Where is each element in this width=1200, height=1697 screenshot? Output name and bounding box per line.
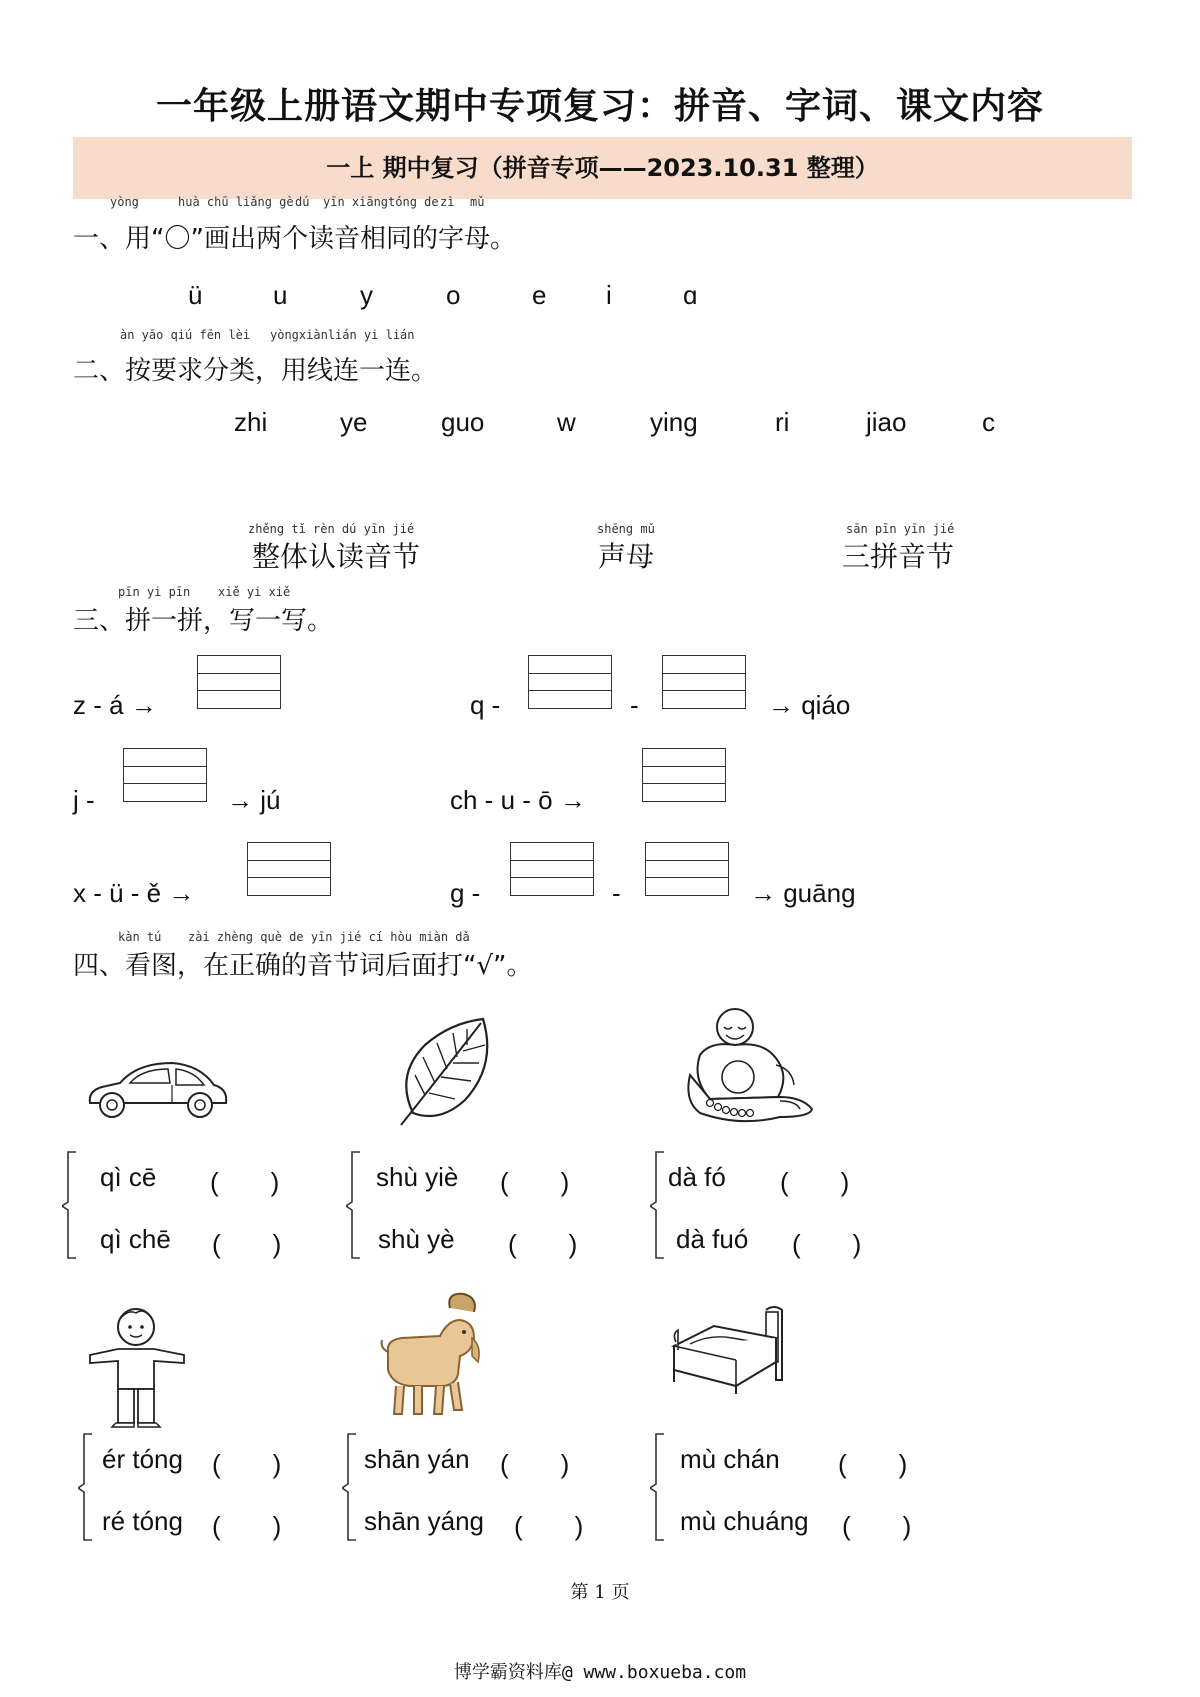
- q3-item-dash: -: [630, 690, 639, 720]
- q4-instruction: 四、看图，在正确的音节词后面打“√”。: [73, 951, 533, 981]
- answer-paren[interactable]: ( ): [212, 1229, 282, 1259]
- q2-syllable: ye: [340, 407, 368, 437]
- q3-item-j: j -: [73, 785, 95, 815]
- category-pinyin: sān pīn yīn jié: [846, 522, 955, 536]
- brace: [650, 1432, 666, 1542]
- option-text: shù yiè: [376, 1162, 459, 1192]
- brace: [78, 1432, 94, 1542]
- writing-box[interactable]: [197, 655, 281, 709]
- q3-item-g: ɡ -: [450, 878, 481, 908]
- option-text: shān yánɡ: [364, 1506, 484, 1536]
- answer-paren[interactable]: ( ): [500, 1167, 570, 1197]
- q1-letter: ü: [188, 280, 203, 310]
- category-label: 三拼音节: [842, 540, 955, 573]
- q3-pinyin-1: pīn yi pīn: [118, 585, 191, 599]
- q3-item-guang: → ɡuānɡ: [750, 878, 856, 908]
- q1-letter: u: [273, 280, 288, 310]
- answer-paren[interactable]: ( ): [212, 1511, 282, 1541]
- answer-paren[interactable]: ( ): [792, 1229, 862, 1259]
- option-text: mù chán: [680, 1444, 780, 1474]
- writing-box[interactable]: [662, 655, 746, 709]
- category-label: 整体认读音节: [252, 540, 421, 573]
- page-number: 第 1 页: [570, 1582, 630, 1603]
- q1-pinyin-4: yīn xiāngtóng de: [323, 195, 439, 209]
- writing-box[interactable]: [247, 842, 331, 896]
- answer-paren[interactable]: ( ): [210, 1167, 280, 1197]
- q2-pinyin-1: àn yāo qiú fēn lèi: [120, 328, 251, 342]
- answer-paren[interactable]: ( ): [780, 1167, 850, 1197]
- answer-paren[interactable]: ( ): [212, 1449, 282, 1479]
- q2-syllable: ri: [775, 407, 790, 437]
- q4-pinyin-1: kàn tú: [118, 930, 162, 944]
- boy-icon: [88, 1305, 188, 1430]
- q1-pinyin-6: mǔ: [470, 195, 485, 209]
- q3-item-xue: x - ü - ě →: [73, 878, 195, 908]
- q2-syllable: w: [557, 407, 576, 437]
- leaf-icon: [395, 1015, 495, 1130]
- q1-pinyin-2: huà chū liǎng gè: [178, 195, 294, 209]
- answer-paren[interactable]: ( ): [838, 1449, 908, 1479]
- category-label: 声母: [598, 540, 655, 573]
- writing-box[interactable]: [642, 748, 726, 802]
- q4-pinyin-2: zài zhèng què de yīn jié cí hòu miàn dǎ: [188, 930, 470, 944]
- q1-letter: ɑ: [683, 280, 698, 310]
- writing-box[interactable]: [510, 842, 594, 896]
- option-text: qì cē: [100, 1162, 157, 1192]
- answer-paren[interactable]: ( ): [500, 1449, 570, 1479]
- answer-paren[interactable]: ( ): [508, 1229, 578, 1259]
- writing-box[interactable]: [645, 842, 729, 896]
- bed-icon: [670, 1300, 795, 1395]
- car-icon: [82, 1055, 232, 1125]
- q1-letter: y: [360, 280, 373, 310]
- q3-item-qiao: → qiáo: [768, 690, 851, 720]
- buddha-icon: [680, 1005, 815, 1130]
- q1-pinyin-5: zì: [440, 195, 455, 209]
- q3-item-chuo: ch - u - ō →: [450, 785, 586, 815]
- q3-item-za: z - á →: [73, 690, 157, 720]
- q1-pinyin-3: dú: [295, 195, 310, 209]
- q2-pinyin-2: yòngxiànlián yi lián: [270, 328, 415, 342]
- page-title: 一年级上册语文期中专项复习：拼音、字词、课文内容: [155, 86, 1044, 127]
- answer-paren[interactable]: ( ): [514, 1511, 584, 1541]
- brace: [62, 1150, 78, 1260]
- q1-pinyin-1: yòng: [110, 195, 139, 209]
- q3-item-q: q -: [470, 690, 501, 720]
- q2-syllable: zhi: [234, 407, 268, 437]
- category-pinyin: shēng mǔ: [597, 522, 655, 536]
- option-text: shān yán: [364, 1444, 470, 1474]
- brace: [346, 1150, 362, 1260]
- writing-box[interactable]: [123, 748, 207, 802]
- q2-instruction: 二、按要求分类，用线连一连。: [73, 356, 438, 386]
- q2-syllable: jiao: [866, 407, 907, 437]
- writing-box[interactable]: [528, 655, 612, 709]
- q3-item-ju: → jú: [227, 785, 281, 815]
- option-text: ré tónɡ: [102, 1506, 183, 1536]
- q2-syllable: yinɡ: [650, 407, 698, 437]
- option-text: dà fó: [668, 1162, 726, 1192]
- answer-paren[interactable]: ( ): [842, 1511, 912, 1541]
- brace: [650, 1150, 666, 1260]
- q3-item-dash: -: [612, 878, 621, 908]
- brace: [342, 1432, 358, 1542]
- q1-instruction: 一、用“〇”画出两个读音相同的字母。: [73, 224, 516, 254]
- option-text: dà fuó: [676, 1224, 749, 1254]
- q2-syllable: ɡuo: [441, 407, 485, 437]
- q3-pinyin-2: xiě yi xiě: [218, 585, 291, 599]
- category-pinyin: zhěng tǐ rèn dú yīn jié: [248, 522, 415, 536]
- q2-syllable: c: [982, 407, 995, 437]
- site-watermark: 博学霸资料库@ www.boxueba.com: [453, 1662, 747, 1683]
- q1-letter: i: [606, 280, 612, 310]
- q3-instruction: 三、拼一拼，写一写。: [73, 606, 334, 636]
- option-text: qì chē: [100, 1224, 171, 1254]
- section-banner: 一上 期中复习（拼音专项——2023.10.31 整理）: [73, 137, 1132, 199]
- q1-letter: e: [532, 280, 547, 310]
- q1-letter: o: [446, 280, 461, 310]
- option-text: ér tónɡ: [102, 1444, 183, 1474]
- option-text: mù chuánɡ: [680, 1506, 809, 1536]
- goat-icon: [378, 1290, 488, 1425]
- option-text: shù yè: [378, 1224, 455, 1254]
